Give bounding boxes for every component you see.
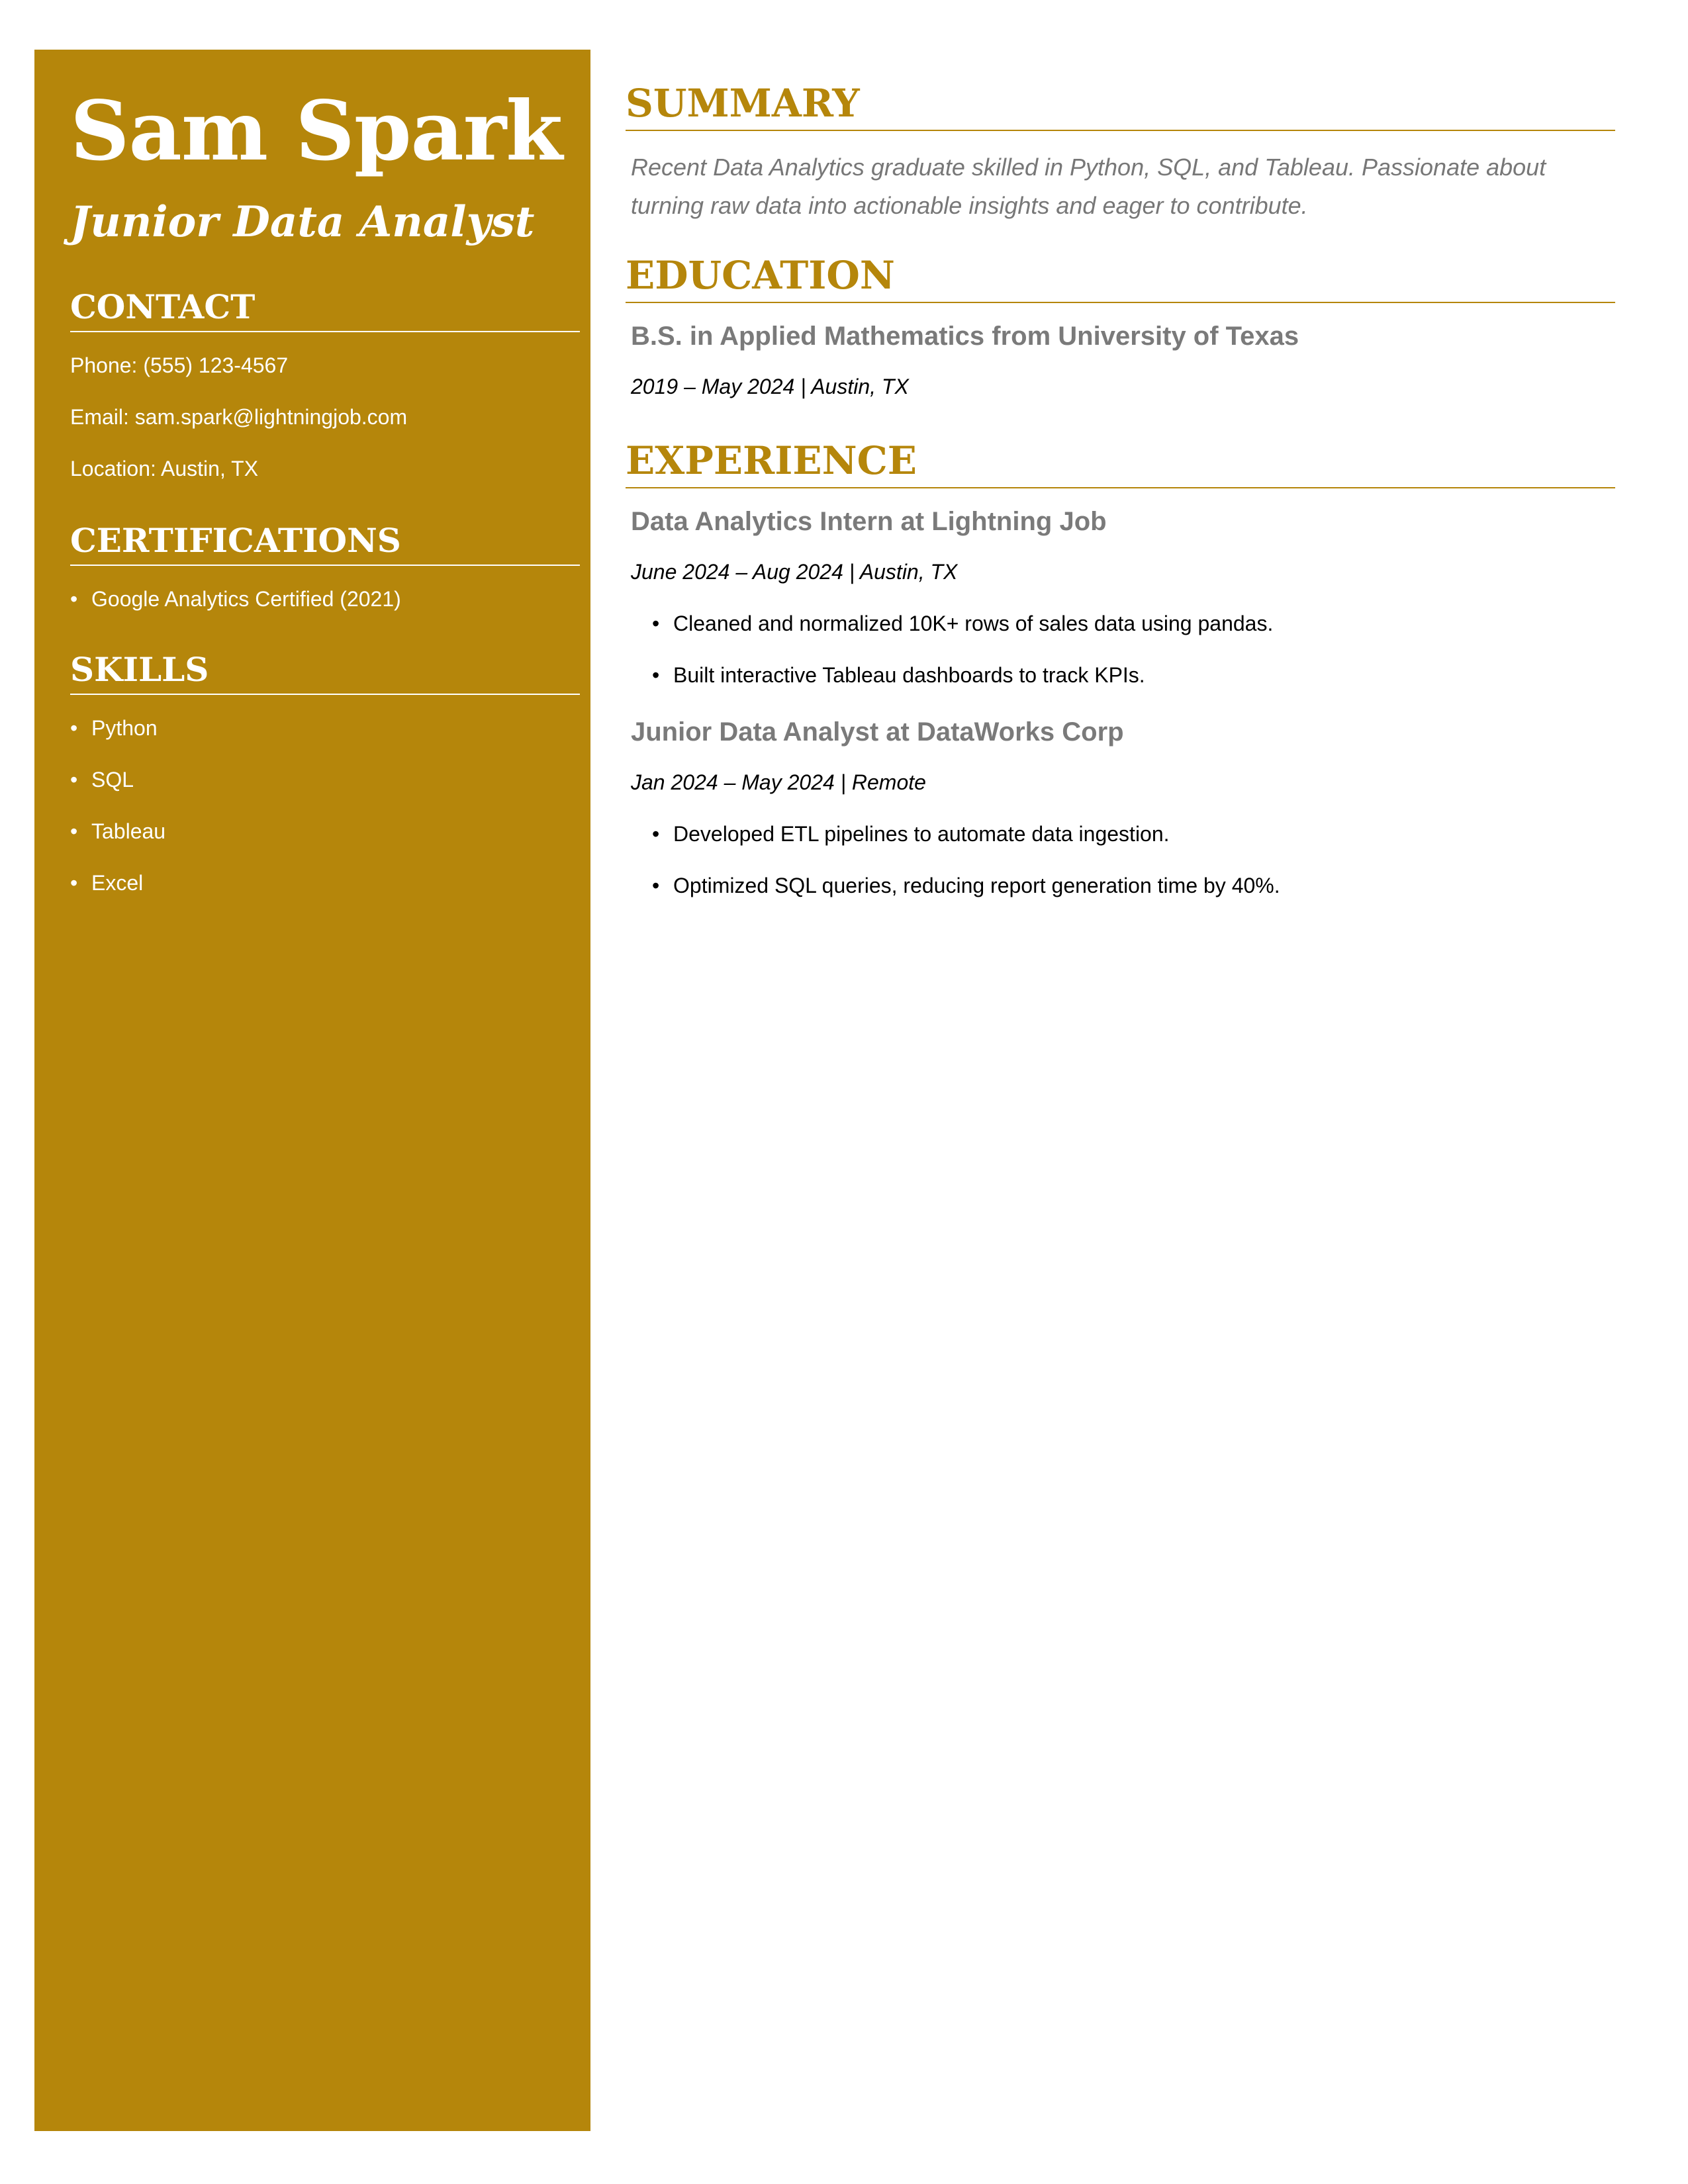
- bullet-icon: •: [70, 587, 78, 611]
- summary-section: [626, 79, 1615, 225]
- experience-bullets: [626, 610, 1615, 713]
- summary-heading: SUMMARY: [626, 79, 1615, 131]
- contact-location: Location: Austin, TX: [70, 457, 259, 480]
- bullet-icon: •: [652, 612, 660, 635]
- bullet-text: Cleaned and normalized 10K+ rows of sales data using pandas.: [673, 612, 1274, 635]
- experience-title: Data Analytics Intern at Lightning Job: [631, 507, 1107, 536]
- experience-title: Junior Data Analyst at DataWorks Corp: [631, 717, 1124, 747]
- certifications-list: [70, 586, 580, 637]
- education-heading: EDUCATION: [626, 251, 1615, 303]
- skills-heading: SKILLS: [70, 649, 580, 695]
- skills-list: [70, 715, 580, 921]
- education-degree: B.S. in Applied Mathematics from University of Texas: [631, 322, 1299, 351]
- experience-entry: [626, 503, 1615, 713]
- experience-bullet: [652, 610, 1615, 662]
- skill-item: [70, 766, 580, 818]
- certification-item: [70, 586, 580, 637]
- experience-entry: [626, 713, 1615, 924]
- contact-phone: Phone: (555) 123-4567: [70, 353, 289, 377]
- skill-label: Python: [91, 716, 158, 740]
- bullet-icon: •: [652, 874, 660, 897]
- certifications-section: [70, 520, 580, 637]
- bullet-text: Optimized SQL queries, reducing report generation time by 40%.: [673, 874, 1280, 897]
- education-meta: 2019 – May 2024 | Austin, TX: [631, 375, 909, 398]
- main-content: [626, 79, 1615, 924]
- experience-bullet: [652, 872, 1615, 924]
- skill-label: Tableau: [91, 819, 166, 843]
- contact-email: Email: sam.spark@lightningjob.com: [70, 405, 408, 429]
- education-section: [626, 251, 1615, 400]
- bullet-icon: •: [652, 822, 660, 846]
- certification-label: Google Analytics Certified (2021): [91, 587, 401, 611]
- experience-bullet: [652, 662, 1615, 713]
- experience-bullets: [626, 821, 1615, 924]
- job-title: Junior Data Analyst: [70, 197, 535, 247]
- bullet-icon: •: [70, 768, 78, 792]
- skill-item: [70, 870, 580, 921]
- summary-text: Recent Data Analytics graduate skilled in Python, SQL, and Tableau. Passionate about turning raw data into actionable insights and eager to contribute.: [631, 154, 1546, 219]
- experience-meta: June 2024 – Aug 2024 | Austin, TX: [631, 560, 958, 584]
- skill-item: [70, 818, 580, 870]
- bullet-icon: •: [70, 871, 78, 895]
- certifications-heading: CERTIFICATIONS: [70, 520, 580, 566]
- bullet-icon: •: [70, 716, 78, 740]
- skill-label: SQL: [91, 768, 134, 792]
- bullet-text: Developed ETL pipelines to automate data ingestion.: [673, 822, 1170, 846]
- skill-item: [70, 715, 580, 766]
- contact-heading: CONTACT: [70, 286, 580, 332]
- contact-section: [70, 286, 580, 507]
- experience-heading: EXPERIENCE: [626, 437, 1615, 488]
- bullet-text: Built interactive Tableau dashboards to track KPIs.: [673, 663, 1145, 687]
- experience-section: [626, 437, 1615, 924]
- experience-bullet: [652, 821, 1615, 872]
- contact-list: [70, 352, 580, 507]
- skill-label: Excel: [91, 871, 144, 895]
- sidebar: [34, 50, 590, 2131]
- bullet-icon: •: [70, 819, 78, 843]
- skills-section: [70, 649, 580, 921]
- experience-meta: Jan 2024 – May 2024 | Remote: [631, 770, 926, 794]
- bullet-icon: •: [652, 663, 660, 687]
- candidate-name: Sam Spark: [70, 83, 563, 179]
